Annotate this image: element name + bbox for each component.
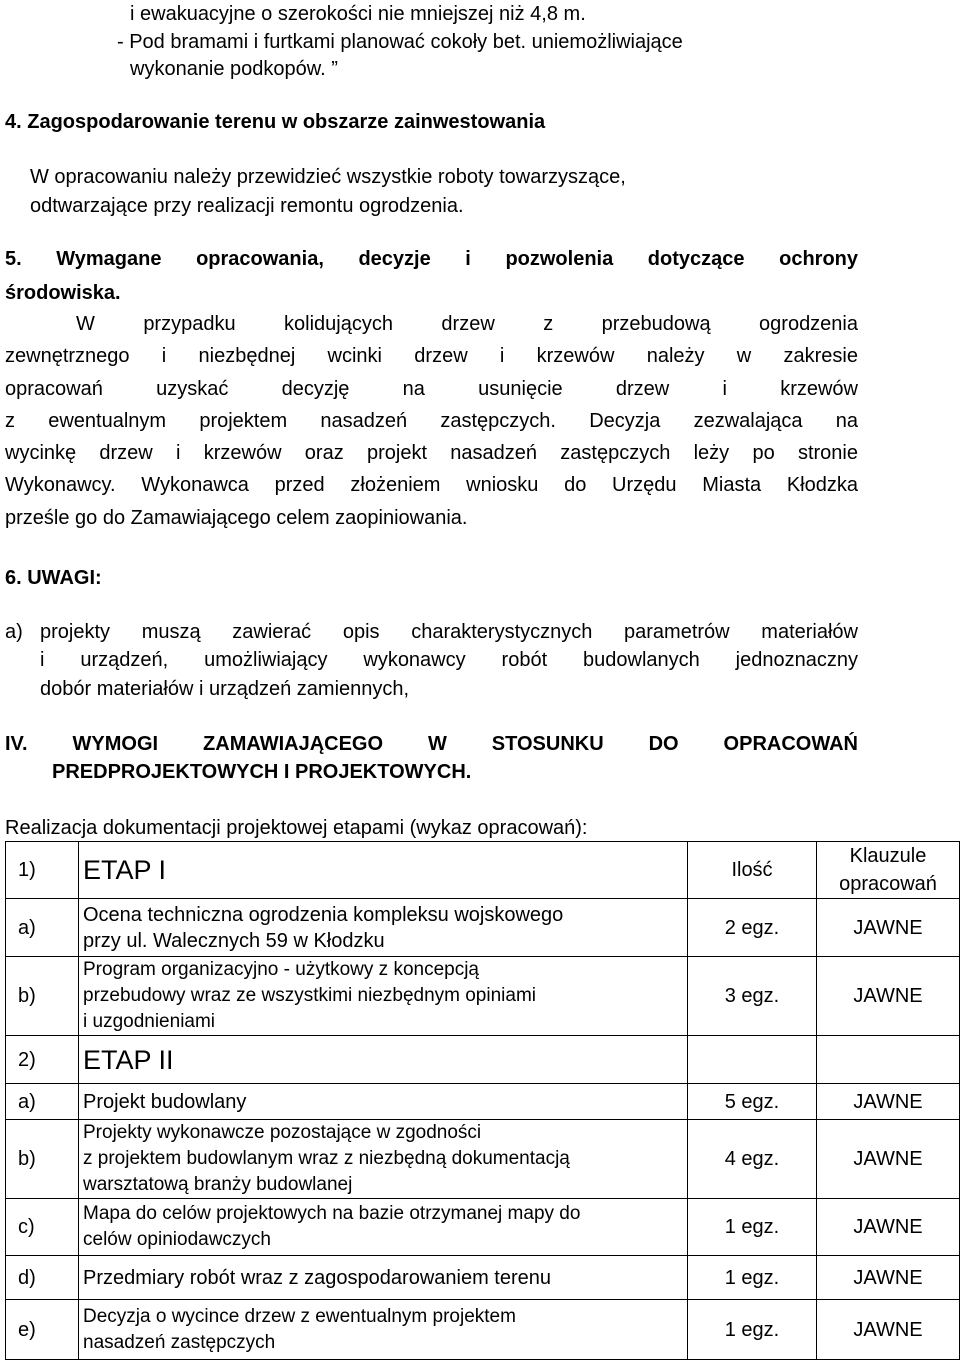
row-klauzula: JAWNE xyxy=(817,1199,960,1256)
description-line: Projekty wykonawcze pozostające w zgodności xyxy=(83,1122,482,1143)
section-5-heading: 5. Wymagane opracowania, decyzje i pozwolenia dotyczące ochrony xyxy=(5,248,858,270)
row-qty: 4 egz. xyxy=(688,1120,817,1199)
section-5-heading-cont: środowiska. xyxy=(5,282,121,304)
etap-title: ETAP II xyxy=(79,1036,688,1084)
text-line: odtwarzające przy realizacji remontu ogrodzenia. xyxy=(30,195,464,217)
row-label: b) xyxy=(6,1120,79,1199)
row-qty: 3 egz. xyxy=(688,957,817,1036)
row-label: a) xyxy=(6,899,79,957)
list-item-line: i urządzeń, umożliwiający wykonawcy robót budowlanych jednoznaczny xyxy=(40,649,858,671)
row-klauzula: JAWNE xyxy=(817,899,960,957)
row-klauzula: JAWNE xyxy=(817,1120,960,1199)
list-label: a) xyxy=(5,621,23,643)
column-header-qty: Ilość xyxy=(688,842,817,899)
row-qty: 1 egz. xyxy=(688,1300,817,1360)
column-header-klauzula xyxy=(817,842,960,899)
list-item-line: dobór materiałów i urządzeń zamiennych, xyxy=(40,678,410,700)
description-line: nasadzeń zastępczych xyxy=(83,1331,276,1353)
section-4-heading: 4. Zagospodarowanie terenu w obszarze zainwestowania xyxy=(5,111,546,133)
row-description xyxy=(79,957,688,1036)
row-label: e) xyxy=(6,1300,79,1360)
row-description xyxy=(79,1120,688,1199)
description-line: Mapa do celów projektowych na bazie otrzymanej mapy do xyxy=(83,1203,581,1224)
description-line: i uzgodnieniami xyxy=(83,1011,216,1032)
empty-cell xyxy=(817,1036,960,1084)
row-description xyxy=(79,899,688,957)
description-line: z projektem budowlanym wraz z niezbędną dokumentacją xyxy=(83,1148,570,1169)
text-line: i ewakuacyjne o szerokości nie mniejszej niż 4,8 m. xyxy=(130,3,586,25)
description-line: Ocena techniczna ogrodzenia kompleksu wojskowego xyxy=(83,903,564,926)
column-header-line: opracowań xyxy=(839,873,937,895)
table-etap-row xyxy=(6,1036,960,1084)
description-line: Program organizacyjno - użytkowy z koncepcją xyxy=(83,959,480,980)
table-intro: Realizacja dokumentacji projektowej etapami (wykaz opracowań): xyxy=(5,817,588,839)
description-line: celów opiniodawczych xyxy=(83,1229,271,1250)
description-line: przy ul. Walecznych 59 w Kłodzku xyxy=(83,929,385,952)
paragraph-line: zewnętrznego i niezbędnej wcinki drzew i krzewów należy w zakresie xyxy=(5,345,858,367)
table-row xyxy=(6,957,960,1036)
etap-title: ETAP I xyxy=(79,842,688,899)
description-line: przebudowy wraz ze wszystkimi niezbędnym opiniami xyxy=(83,985,537,1006)
row-description xyxy=(79,1199,688,1256)
row-description xyxy=(79,1300,688,1360)
section-iv-heading-cont: PREDPROJEKTOWYCH I PROJEKTOWYCH. xyxy=(52,761,472,783)
paragraph-line: prześle go do Zamawiającego celem zaopiniowania. xyxy=(5,507,468,529)
description-line: Decyzja o wycince drzew z ewentualnym projektem xyxy=(83,1305,516,1327)
text-line: - Pod bramami i furtkami planować cokoły bet. uniemożliwiające xyxy=(117,31,683,53)
paragraph-line: Wykonawcy. Wykonawca przed złożeniem wniosku do Urzędu Miasta Kłodzka xyxy=(5,474,858,496)
table-row xyxy=(6,1120,960,1199)
paragraph-line: opracowań uzyskać decyzję na usunięcie drzew i krzewów xyxy=(5,378,858,400)
row-label: a) xyxy=(6,1084,79,1120)
row-qty: 1 egz. xyxy=(688,1199,817,1256)
row-qty: 5 egz. xyxy=(688,1084,817,1120)
row-klauzula: JAWNE xyxy=(817,957,960,1036)
table-row xyxy=(6,1300,960,1360)
etap-number: 2) xyxy=(6,1036,79,1084)
row-description: Projekt budowlany xyxy=(79,1084,688,1120)
description-line: warsztatową branży budowlanej xyxy=(83,1174,353,1195)
table-header-row xyxy=(6,842,960,899)
etap-number: 1) xyxy=(6,842,79,899)
paragraph-line: z ewentualnym projektem nasadzeń zastępczych. Decyzja zezwalająca na xyxy=(5,410,858,432)
row-qty: 1 egz. xyxy=(688,1256,817,1300)
empty-cell xyxy=(688,1036,817,1084)
table-row xyxy=(6,1199,960,1256)
table-row xyxy=(6,1256,960,1300)
row-qty: 2 egz. xyxy=(688,899,817,957)
row-description: Przedmiary robót wraz z zagospodarowaniem terenu xyxy=(79,1256,688,1300)
section-6-heading: 6. UWAGI: xyxy=(5,567,102,589)
list-item-line: projekty muszą zawierać opis charakterystycznych parametrów materiałów xyxy=(40,621,858,643)
row-label: c) xyxy=(6,1199,79,1256)
paragraph-line: wycinkę drzew i krzewów oraz projekt nasadzeń zastępczych leży po stronie xyxy=(5,442,858,464)
row-label: b) xyxy=(6,957,79,1036)
column-header-line: Klauzule xyxy=(849,845,927,867)
text-line: wykonanie podkopów. ” xyxy=(130,58,338,80)
table-row xyxy=(6,899,960,957)
paragraph-line: W przypadku kolidujących drzew z przebudową ogrodzenia xyxy=(76,313,858,335)
row-label: d) xyxy=(6,1256,79,1300)
row-klauzula: JAWNE xyxy=(817,1256,960,1300)
row-klauzula: JAWNE xyxy=(817,1300,960,1360)
row-klauzula: JAWNE xyxy=(817,1084,960,1120)
text-line: W opracowaniu należy przewidzieć wszystkie roboty towarzyszące, xyxy=(30,166,626,188)
stages-table xyxy=(5,841,960,1360)
section-iv-heading: IV. WYMOGI ZAMAWIAJĄCEGO W STOSUNKU DO OPRACOWAŃ xyxy=(5,733,858,755)
table-row xyxy=(6,1084,960,1120)
